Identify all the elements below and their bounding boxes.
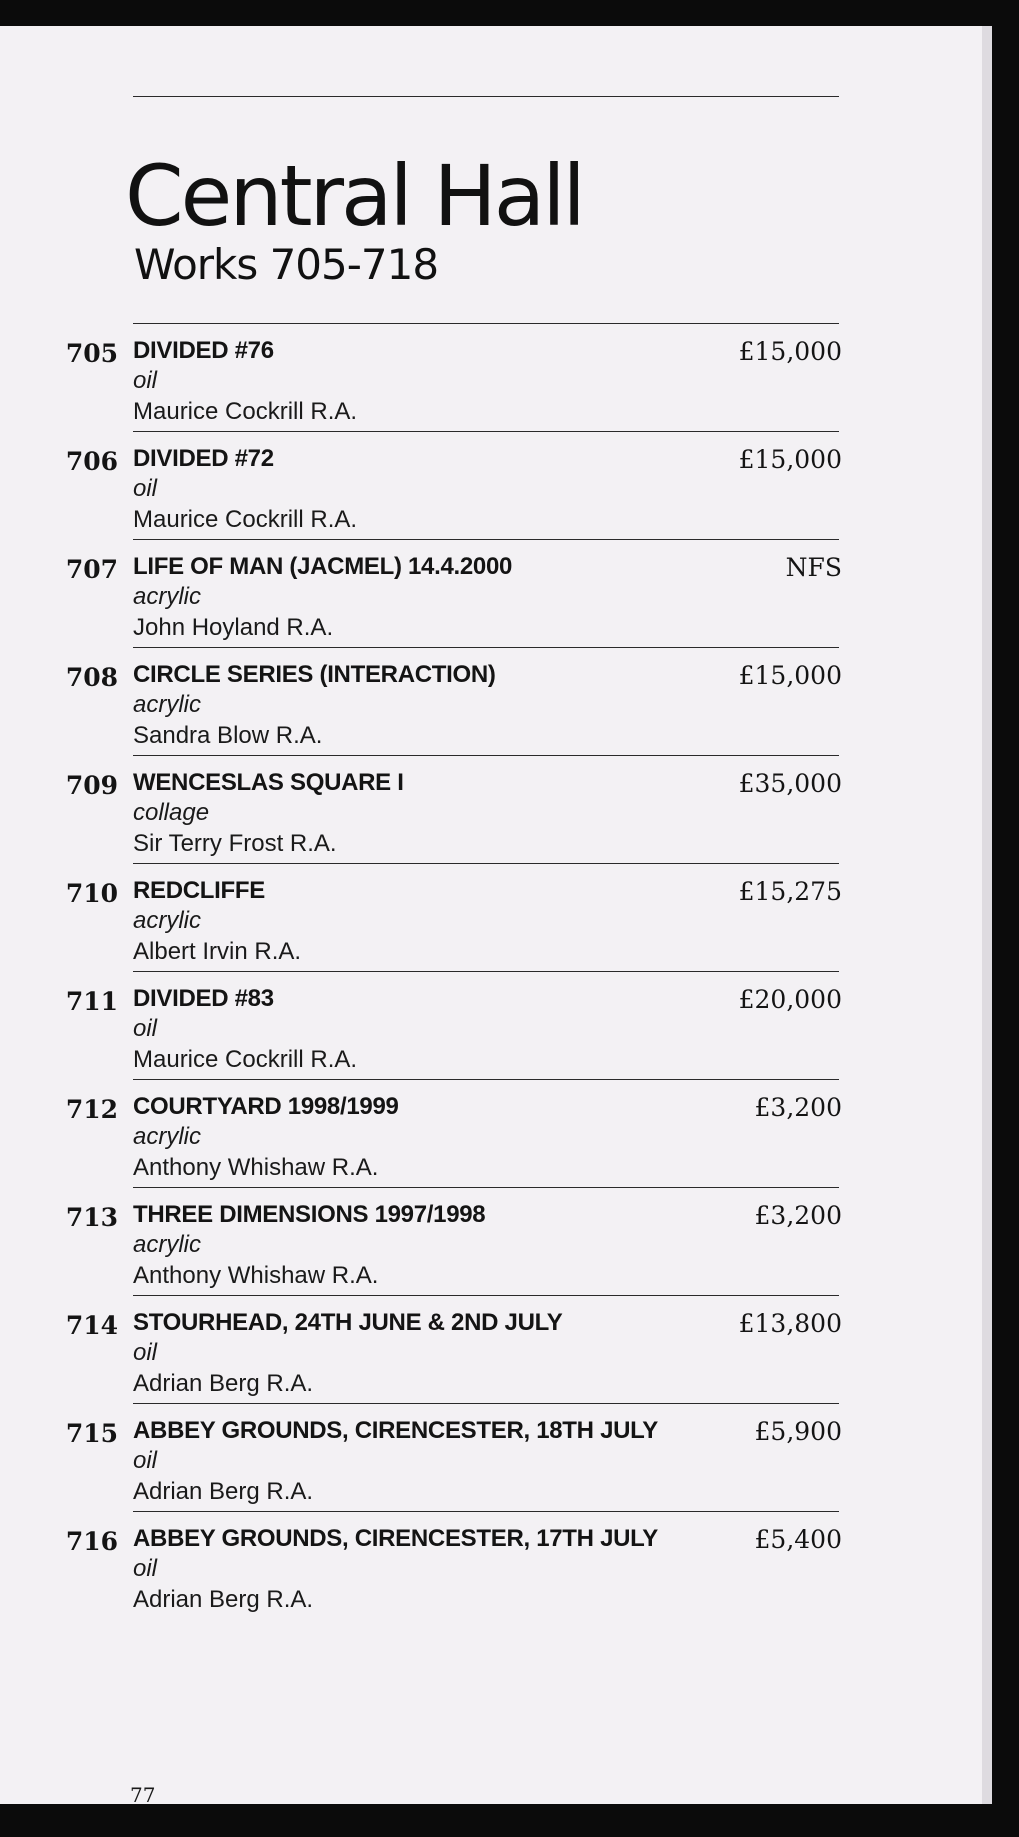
entry-number: 710 [65, 879, 118, 908]
entry-artist: Adrian Berg R.A. [133, 1586, 314, 1613]
entry-number: 716 [65, 1527, 118, 1556]
entry-artist: Anthony Whishaw R.A. [133, 1262, 379, 1289]
catalogue-page [0, 26, 992, 1807]
entry-artist: John Hoyland R.A. [133, 614, 334, 641]
entry-artist: Adrian Berg R.A. [133, 1370, 314, 1397]
catalogue-entry [0, 1403, 982, 1511]
page-subtitle: Works 705-718 [134, 240, 439, 289]
entry-artist: Adrian Berg R.A. [133, 1478, 314, 1505]
entry-title: DIVIDED #76 [133, 337, 274, 364]
entry-medium: oil [133, 1555, 158, 1582]
entry-price: £15,000 [738, 445, 842, 474]
entry-number: 714 [65, 1311, 118, 1340]
page-number: 77 [130, 1783, 156, 1807]
entry-number: 715 [65, 1419, 118, 1448]
entry-medium: oil [133, 367, 158, 394]
entry-price: £15,000 [738, 661, 842, 690]
entry-number: 707 [65, 555, 118, 584]
entry-price: £5,900 [754, 1417, 842, 1446]
catalogue-entry [0, 431, 982, 539]
entry-artist: Sir Terry Frost R.A. [133, 830, 337, 857]
entry-price: £35,000 [738, 769, 842, 798]
header-rule [133, 96, 839, 97]
entry-medium: acrylic [133, 1123, 202, 1150]
entry-medium: acrylic [133, 583, 202, 610]
entry-title: ABBEY GROUNDS, CIRENCESTER, 17TH JULY [133, 1525, 659, 1552]
catalogue-entry [0, 1079, 982, 1187]
entry-medium: oil [133, 1015, 158, 1042]
entry-title: COURTYARD 1998/1999 [133, 1093, 399, 1120]
catalogue-entry [0, 1187, 982, 1295]
entry-medium: acrylic [133, 691, 202, 718]
entry-title: LIFE OF MAN (JACMEL) 14.4.2000 [133, 553, 513, 580]
entry-medium: oil [133, 475, 158, 502]
entry-number: 705 [65, 339, 118, 368]
entry-price: NFS [785, 553, 842, 582]
entry-title: STOURHEAD, 24TH JUNE & 2ND JULY [133, 1309, 563, 1336]
catalogue-entry [0, 647, 982, 755]
entry-medium: acrylic [133, 1231, 202, 1258]
entry-medium: oil [133, 1339, 158, 1366]
catalogue-entry [0, 1511, 982, 1619]
entry-artist: Albert Irvin R.A. [133, 938, 302, 965]
entry-price: £13,800 [738, 1309, 842, 1338]
entry-number: 708 [65, 663, 118, 692]
entry-price: £15,000 [738, 337, 842, 366]
entry-price: £3,200 [754, 1201, 842, 1230]
entry-artist: Maurice Cockrill R.A. [133, 506, 358, 533]
entry-artist: Maurice Cockrill R.A. [133, 1046, 358, 1073]
entry-number: 712 [65, 1095, 118, 1124]
entry-title: DIVIDED #72 [133, 445, 274, 472]
entry-price: £5,400 [754, 1525, 842, 1554]
entry-artist: Maurice Cockrill R.A. [133, 398, 358, 425]
catalogue-entry [0, 323, 982, 431]
entry-price: £20,000 [738, 985, 842, 1014]
entry-number: 713 [65, 1203, 118, 1232]
catalogue-entry [0, 971, 982, 1079]
catalogue-entry [0, 755, 982, 863]
entry-price: £15,275 [738, 877, 842, 906]
entry-title: THREE DIMENSIONS 1997/1998 [133, 1201, 486, 1228]
entry-number: 711 [65, 987, 118, 1016]
entry-title: WENCESLAS SQUARE I [133, 769, 404, 796]
entry-medium: acrylic [133, 907, 202, 934]
catalogue-entry [0, 1295, 982, 1403]
catalogue-entry [0, 863, 982, 971]
entry-number: 706 [65, 447, 118, 476]
entry-medium: collage [133, 799, 210, 826]
entry-title: DIVIDED #83 [133, 985, 274, 1012]
page-title: Central Hall [125, 147, 583, 246]
entry-title: REDCLIFFE [133, 877, 265, 904]
entry-number: 709 [65, 771, 118, 800]
entry-artist: Anthony Whishaw R.A. [133, 1154, 379, 1181]
entry-artist: Sandra Blow R.A. [133, 722, 323, 749]
entry-title: CIRCLE SERIES (INTERACTION) [133, 661, 496, 688]
entry-price: £3,200 [754, 1093, 842, 1122]
entry-medium: oil [133, 1447, 158, 1474]
catalogue-entry [0, 539, 982, 647]
entry-title: ABBEY GROUNDS, CIRENCESTER, 18TH JULY [133, 1417, 659, 1444]
